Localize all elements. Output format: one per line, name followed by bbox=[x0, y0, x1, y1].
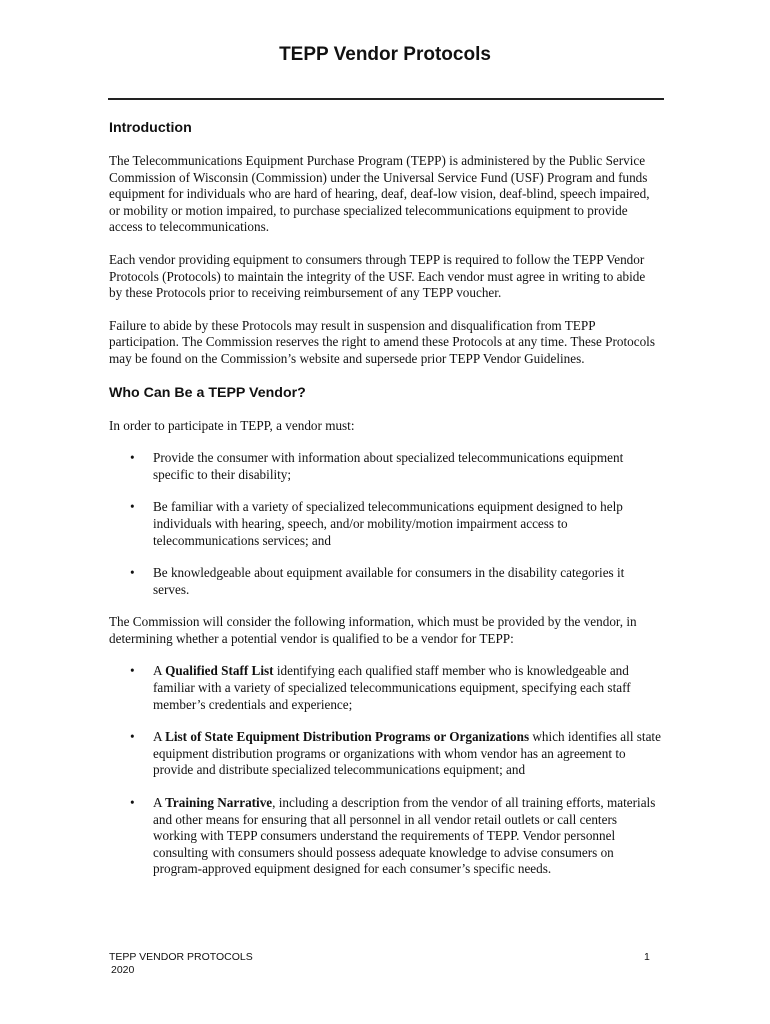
page-number: 1 bbox=[644, 951, 650, 963]
title-divider bbox=[108, 98, 664, 100]
bullet-icon: • bbox=[130, 565, 135, 581]
list-item: • A List of State Equipment Distribution Programs or Organizations which identifies all state equipment distribution programs or organizations with whom vendor has an agreement to provide and distribute specialized telecommunications equipment; and bbox=[130, 729, 661, 778]
bullet-icon: • bbox=[130, 450, 135, 466]
document-body bbox=[109, 119, 661, 878]
list-item: • Provide the consumer with information about specialized telecommunications equipment specific to their disability; bbox=[130, 450, 624, 482]
footer-year: 2020 bbox=[111, 964, 135, 976]
bullet-icon: • bbox=[130, 499, 135, 515]
intro-paragraph: Failure to abide by these Protocols may result in suspension and disqualification from TEPP participation. The Commission reserves the right to amend these Protocols at any time. These Protocols may be found on the Commission’s website and supersede prior TEPP Vendor Guidelines. bbox=[109, 317, 655, 366]
list-item: • Be knowledgeable about equipment available for consumers in the disability categories it serves. bbox=[130, 565, 625, 597]
requirement-title: Qualified Staff List bbox=[165, 663, 274, 679]
list-item: • Be familiar with a variety of specialized telecommunications equipment designed to help individuals with hearing, speech, and/or mobility/motion impairment access to telecommunications services; and bbox=[130, 499, 623, 548]
page-title: TEPP Vendor Protocols bbox=[279, 44, 491, 65]
who-vendor-heading: Who Can Be a TEPP Vendor? bbox=[109, 384, 306, 401]
bullet-icon: • bbox=[130, 795, 135, 811]
requirement-title: Training Narrative bbox=[165, 795, 273, 811]
footer-label bbox=[109, 951, 253, 977]
list-item: • A Qualified Staff List identifying each qualified staff member who is knowledgeable and familiar with a variety of specialized telecommunications equipment, specifying each staff member’s credentials and experience; bbox=[130, 663, 631, 712]
commission-paragraph: The Commission will consider the following information, which must be provided by the vendor, in determining whether a potential vendor is qualified to be a vendor for TEPP: bbox=[109, 614, 637, 646]
requirement-title: List of State Equipment Distribution Programs or Organizations bbox=[165, 729, 530, 745]
vendor-requirements-list bbox=[109, 663, 661, 878]
who-vendor-intro: In order to participate in TEPP, a vendor must: bbox=[109, 417, 355, 433]
vendor-duties-list bbox=[109, 450, 661, 598]
introduction-heading: Introduction bbox=[109, 120, 192, 136]
bullet-icon: • bbox=[130, 729, 135, 745]
intro-paragraph: Each vendor providing equipment to consumers through TEPP is required to follow the TEPP Vendor Protocols (Protocols) to maintain the integrity of the USF. Each vendor must agree in writing to abide by these Protocols prior to receiving reimbursement of any TEPP voucher. bbox=[109, 251, 646, 301]
footer-title: TEPP VENDOR PROTOCOLS bbox=[109, 951, 253, 963]
list-item: • A Training Narrative, including a description from the vendor of all training efforts, materials and other means for ensuring that all personnel in all vendor retail outlets or call centers working with TEPP consumers understand the requirements of TEPP. Vendor personnel consulting with consumers should possess adequate knowledge to advise consumers on program-approved equipment designed for each consumer’s specific needs. bbox=[130, 795, 656, 877]
intro-paragraph: The Telecommunications Equipment Purchase Program (TEPP) is administered by the Public Service Commission of Wisconsin (Commission) under the Universal Service Fund (USF) Program and funds equipment for individuals who are hard of hearing, deaf, deaf-low vision, deaf-blind, speech impaired, or mobility or motion impaired, to purchase specialized telecommunications equipment to provide access to telecommunications. bbox=[109, 153, 650, 235]
bullet-icon: • bbox=[130, 663, 135, 679]
